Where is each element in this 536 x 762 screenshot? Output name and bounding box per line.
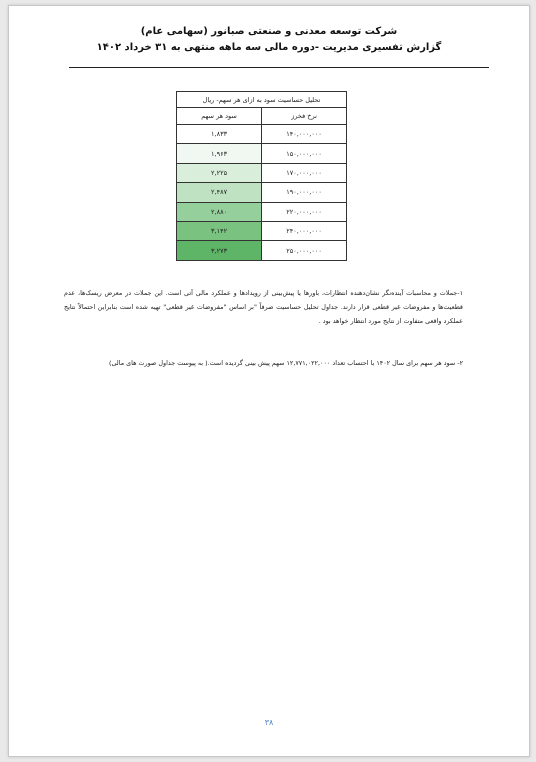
eps-cell: ۱,۹۶۳: [177, 144, 262, 163]
eps-cell: ۳,۱۴۲: [177, 221, 262, 240]
eps-cell: ۳,۲۷۳: [177, 241, 262, 260]
table-row: [177, 183, 347, 202]
rate-cell: ۱۹۰,۰۰۰,۰۰۰: [262, 183, 347, 202]
table-title: تحلیل حساسیت سود به ازای هر سهم- ریال: [177, 92, 347, 108]
table-row: [177, 202, 347, 221]
rate-cell: ۲۵۰,۰۰۰,۰۰۰: [262, 241, 347, 260]
eps-cell: ۲,۲۲۵: [177, 163, 262, 182]
eps-cell: ۲,۴۸۷: [177, 183, 262, 202]
eps-cell: ۱,۸۳۳: [177, 125, 262, 144]
page-number: ۳۸: [264, 718, 274, 727]
table-row: [177, 144, 347, 163]
table-row: [177, 125, 347, 144]
column-header-rate: نرخ فخرز: [262, 108, 347, 125]
column-header-eps: سود هر سهم: [177, 108, 262, 125]
document-page: [8, 5, 530, 757]
note-2: ۲- سود هر سهم برای سال ۱۴۰۲ با احتساب تعداد ۱۲,۷۷۱,۰۲۲,۰۰۰ سهم پیش بینی گردیده است.( به پیوست جداول صورت های مالی): [108, 359, 463, 367]
rate-cell: ۱۷۰,۰۰۰,۰۰۰: [262, 163, 347, 182]
report-title: گزارش تفسیری مدیریت -دوره مالی سه ماهه منتهی به ۳۱ خرداد ۱۴۰۲: [96, 42, 442, 53]
rate-cell: ۱۵۰,۰۰۰,۰۰۰: [262, 144, 347, 163]
header-divider: [69, 67, 489, 68]
rate-cell: ۲۴۰,۰۰۰,۰۰۰: [262, 221, 347, 240]
table-row: [177, 221, 347, 240]
note-1: ۱-جملات و محاسبات آینده‌نگر نشان‌دهنده انتظارات، باورها یا پیش‌بینی از رویدادها و عملکرد مالی آتی است. این جملات در معرض ریسک‌ها، عدم قطعیت‌ها و مفروضات غیر قطعی قرار دارند. جداول تحلیل حساسیت صرفاً "بر اساس "مفروضات غیر قطعی" تهیه شده است بنابراین احتمالاً نتایج عملکرد واقعی متفاوت از نتایج مورد انتظار خواهد بود .: [64, 289, 463, 325]
sensitivity-table: [176, 91, 347, 261]
eps-cell: ۲,۸۸۰: [177, 202, 262, 221]
table-row: [177, 163, 347, 182]
rate-cell: ۱۴۰,۰۰۰,۰۰۰: [262, 125, 347, 144]
company-title: شرکت توسعه معدنی و صنعتی صبانور (سهامی عام): [140, 26, 398, 37]
rate-cell: ۲۲۰,۰۰۰,۰۰۰: [262, 202, 347, 221]
table-row: [177, 241, 347, 260]
